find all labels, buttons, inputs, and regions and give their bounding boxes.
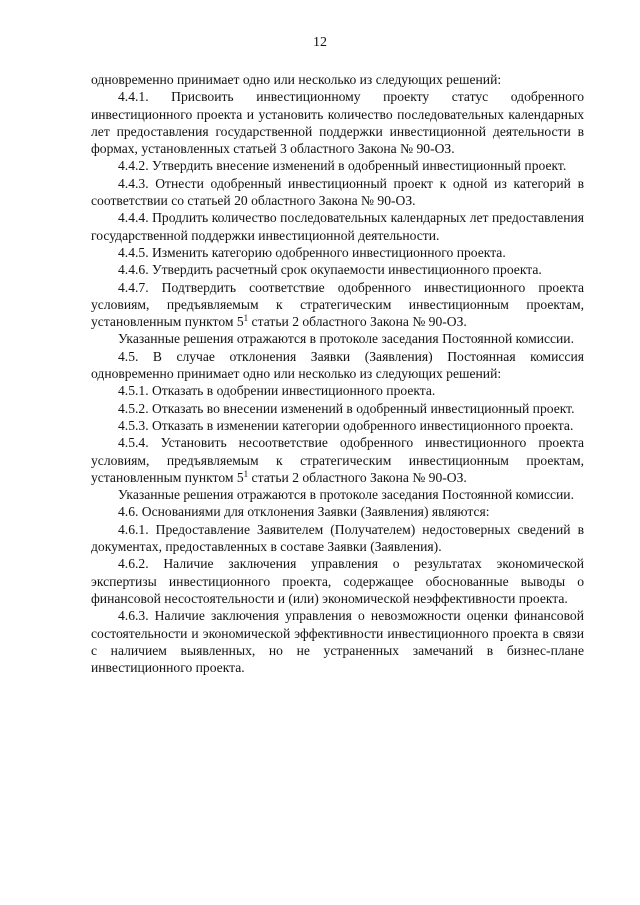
paragraph-4-5-1: 4.5.1. Отказать в одобрении инвестиционного проекта.	[118, 383, 436, 399]
paragraph-4-6-3: 4.6.3. Наличие заключения управления о невозможности оценки финансовой состоятельности и экономической эффективности инвестиционного проекта в связи с наличием выявленных, но не устраненных замечаний в бизнес-плане инвестиционного проекта.	[91, 608, 584, 676]
paragraph-4-6: 4.6. Основаниями для отклонения Заявки (Заявления) являются:	[118, 504, 490, 520]
page-number: 12	[313, 35, 327, 50]
paragraph-4-4-1: 4.4.1. Присвоить инвестиционному проекту статус одобренного инвестиционного проекта и установить количество последовательных календарных лет предоставления государственной поддержки инвестиционной деятельности в формах, установленных статьей 3 областного Закона № 90-ОЗ.	[91, 89, 584, 157]
superscript: 1	[243, 313, 249, 324]
superscript: 1	[243, 468, 249, 479]
paragraph-4-4-4: 4.4.4. Продлить количество последовательных календарных лет предоставления государственной поддержки инвестиционной деятельности.	[91, 210, 584, 243]
paragraph-4-4-7	[91, 279, 584, 331]
paragraph-4-4-3: 4.4.3. Отнести одобренный инвестиционный проект к одной из категорий в соответствии со статьей 20 областного Закона № 90-ОЗ.	[91, 175, 584, 209]
paragraph-4-6-1: 4.6.1. Предоставление Заявителем (Получателем) недостоверных сведений в документах, предоставленных в составе Заявки (Заявления).	[91, 521, 584, 555]
paragraph-4-4-7-tail: статьи 2 областного Закона № 90-ОЗ.	[248, 314, 467, 330]
paragraph-4-5-4-text: 4.5.4. Установить несоответствие одобренного инвестиционного проекта условиям, предъявляемым к стратегическим инвестиционным проектам, установленным пунктом 5	[91, 435, 584, 485]
paragraph-4-4-6: 4.4.6. Утвердить расчетный срок окупаемости инвестиционного проекта.	[118, 262, 542, 278]
paragraph-continuation: одновременно принимает одно или несколько из следующих решений:	[91, 72, 502, 87]
paragraph-4-5-4	[91, 434, 584, 486]
paragraph-4-4-5: 4.4.5. Изменить категорию одобренного инвестиционного проекта.	[118, 244, 506, 260]
paragraph-4-5: 4.5. В случае отклонения Заявки (Заявления) Постоянная комиссия одновременно принимает одно или несколько из следующих решений:	[91, 348, 584, 382]
paragraph-4-5-3: 4.5.3. Отказать в изменении категории одобренного инвестиционного проекта.	[118, 417, 574, 433]
paragraph-4-5-2: 4.5.2. Отказать во внесении изменений в одобренный инвестиционный проект.	[118, 400, 575, 416]
document-body	[91, 71, 584, 676]
paragraph-4-5-4-tail: статьи 2 областного Закона № 90-ОЗ.	[248, 469, 467, 485]
paragraph-4-4-2: 4.4.2. Утвердить внесение изменений в одобренный инвестиционный проект.	[118, 158, 567, 174]
paragraph-decisions-note: Указанные решения отражаются в протоколе заседания Постоянной комиссии.	[118, 487, 574, 503]
paragraph-4-4-7-text: 4.4.7. Подтвердить соответствие одобренного инвестиционного проекта условиям, предъявляемым к стратегическим инвестиционным проектам, установленным пунктом 5	[91, 279, 584, 330]
paragraph-4-6-2: 4.6.2. Наличие заключения управления о результатах экономической экспертизы инвестиционного проекта, содержащее обоснованные выводы о финансовой несостоятельности и (или) экономической неэффективности проекта.	[91, 556, 584, 606]
paragraph-decisions-note: Указанные решения отражаются в протоколе заседания Постоянной комиссии.	[118, 331, 574, 347]
